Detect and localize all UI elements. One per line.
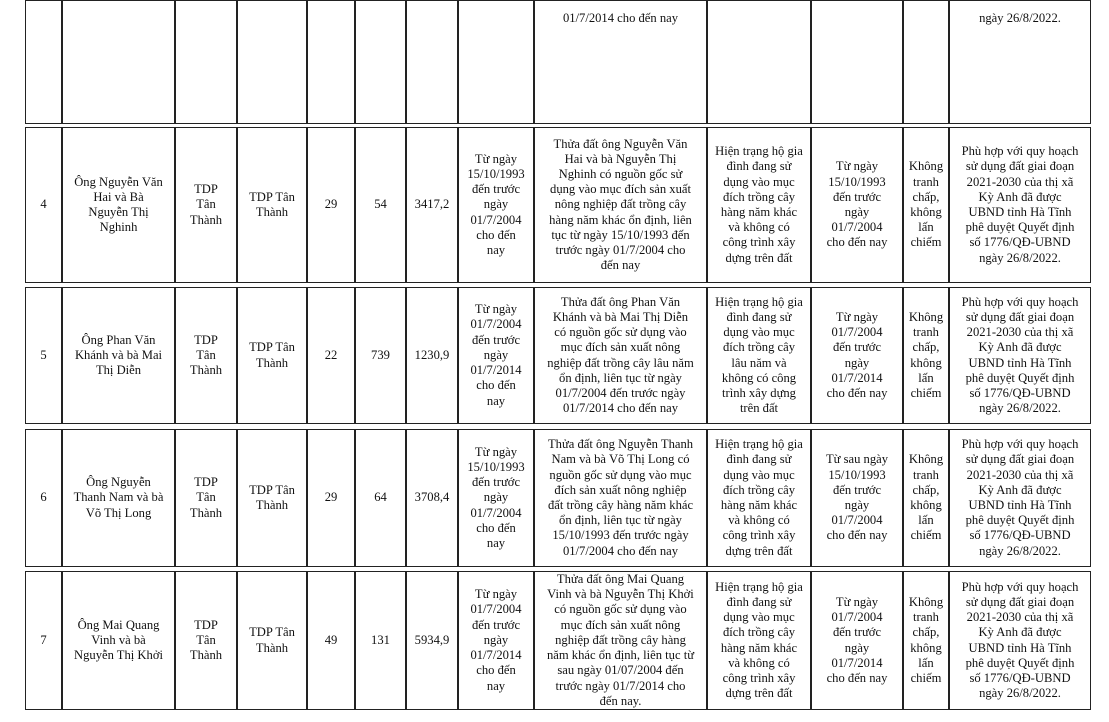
cell-status: Hiện trạng hộ gia đình đang sử dụng vào mục đích trồng cây hàng năm khác và không có công trình xây dựng trên đất xyxy=(707,571,811,710)
cell-status: Hiện trạng hộ gia đình đang sử dụng vào mục đích trồng cây lâu năm và không có công trình xây dựng trên đất xyxy=(707,287,811,424)
cell-planning: ngày 26/8/2022. xyxy=(949,0,1091,124)
cell-address: TDP Tân Thành xyxy=(175,287,237,424)
table-row xyxy=(25,127,1091,283)
cell-stt: 6 xyxy=(25,429,62,567)
cell-usage-time: Từ ngày 15/10/1993 đến trước ngày 01/7/2004 cho đến nay xyxy=(458,127,534,283)
cell-owner: Ông Nguyễn Văn Hai và Bà Nguyễn Thị Nghinh xyxy=(62,127,175,283)
cell-origin: Thửa đất ông Nguyễn Thanh Nam và bà Võ Thị Long có nguồn gốc sử dụng vào mục đích sản xuất nông nghiệp đất trồng cây hàng năm khác ổn định, liên tục từ ngày 15/10/1993 đến trước ngày 01/7/2004 cho đến nay xyxy=(534,429,707,567)
cell-stt: 5 xyxy=(25,287,62,424)
cell-area: 3417,2 xyxy=(406,127,458,283)
cell-address: TDP Tân Thành xyxy=(175,429,237,567)
cell-dispute xyxy=(903,0,949,124)
cell-area: 5934,9 xyxy=(406,571,458,710)
cell-dispute: Không tranh chấp, không lấn chiếm xyxy=(903,429,949,567)
cell-address: TDP Tân Thành xyxy=(175,571,237,710)
cell-location: TDP Tân Thành xyxy=(237,571,307,710)
cell-origin: Thửa đất ông Phan Văn Khánh và bà Mai Thị Diễn có nguồn gốc sử dụng vào mục đích sản xuất nông nghiệp đất trồng cây lâu năm ổn định, liên tục từ ngày 01/7/2004 đến trước ngày 01/7/2014 cho đến nay xyxy=(534,287,707,424)
cell-status: Hiện trạng hộ gia đình đang sử dụng vào mục đích trồng cây hàng năm khác và không có công trình xây dựng trên đất xyxy=(707,127,811,283)
cell-planning: Phù hợp với quy hoạch sử dụng đất giai đoạn 2021-2030 của thị xã Kỳ Anh đã được UBND tỉnh Hà Tĩnh phê duyệt Quyết định số 1776/QĐ-UBND ngày 26/8/2022. xyxy=(949,571,1091,710)
cell-owner: Ông Nguyễn Thanh Nam và bà Võ Thị Long xyxy=(62,429,175,567)
table-row xyxy=(25,429,1091,567)
table-row xyxy=(25,287,1091,424)
cell-usage-time: Từ ngày 15/10/1993 đến trước ngày 01/7/2004 cho đến nay xyxy=(458,429,534,567)
cell-status xyxy=(707,0,811,124)
cell-area: 3708,4 xyxy=(406,429,458,567)
cell-owner: Ông Phan Văn Khánh và bà Mai Thị Diễn xyxy=(62,287,175,424)
cell-map-sheet: 49 xyxy=(307,571,355,710)
cell-stt: 7 xyxy=(25,571,62,710)
cell-status: Hiện trạng hộ gia đình đang sử dụng vào mục đích trồng cây hàng năm khác và không có công trình xây dựng trên đất xyxy=(707,429,811,567)
cell-parcel xyxy=(355,0,406,124)
cell-location xyxy=(237,0,307,124)
cell-map-sheet: 22 xyxy=(307,287,355,424)
cell-location: TDP Tân Thành xyxy=(237,287,307,424)
table-row-partial xyxy=(25,0,1091,124)
cell-parcel: 131 xyxy=(355,571,406,710)
cell-usage-start xyxy=(811,0,903,124)
cell-usage-start: Từ ngày 01/7/2004 đến trước ngày 01/7/2014 cho đến nay xyxy=(811,571,903,710)
cell-planning: Phù hợp với quy hoạch sử dụng đất giai đoạn 2021-2030 của thị xã Kỳ Anh đã được UBND tỉnh Hà Tĩnh phê duyệt Quyết định số 1776/QĐ-UBND ngày 26/8/2022. xyxy=(949,127,1091,283)
cell-area: 1230,9 xyxy=(406,287,458,424)
cell-owner xyxy=(62,0,175,124)
cell-address: TDP Tân Thành xyxy=(175,127,237,283)
cell-location: TDP Tân Thành xyxy=(237,429,307,567)
cell-dispute: Không tranh chấp, không lấn chiếm xyxy=(903,571,949,710)
cell-dispute: Không tranh chấp, không lấn chiếm xyxy=(903,127,949,283)
cell-address xyxy=(175,0,237,124)
cell-origin: Thửa đất ông Mai Quang Vinh và bà Nguyễn Thị Khởi có nguồn gốc sử dụng vào mục đích sản xuất nông nghiệp đất trồng cây hàng năm khác ổn định, liên tục từ sau ngày 01/07/2004 đến trước ngày 01/7/2014 cho đến nay. xyxy=(534,571,707,710)
cell-usage-time xyxy=(458,0,534,124)
cell-parcel: 739 xyxy=(355,287,406,424)
cell-area xyxy=(406,0,458,124)
cell-origin: 01/7/2014 cho đến nay xyxy=(534,0,707,124)
cell-origin: Thửa đất ông Nguyễn Văn Hai và bà Nguyễn Thị Nghinh có nguồn gốc sử dụng vào mục đích sản xuất nông nghiệp đất trồng cây hàng năm khác ổn định, liên tục từ ngày 15/10/1993 đến trước ngày 01/7/2004 cho đến nay xyxy=(534,127,707,283)
cell-usage-start: Từ ngày 15/10/1993 đến trước ngày 01/7/2004 cho đến nay xyxy=(811,127,903,283)
cell-usage-time: Từ ngày 01/7/2004 đến trước ngày 01/7/2014 cho đến nay xyxy=(458,571,534,710)
cell-dispute: Không tranh chấp, không lấn chiếm xyxy=(903,287,949,424)
cell-stt xyxy=(25,0,62,124)
cell-map-sheet: 29 xyxy=(307,429,355,567)
cell-map-sheet: 29 xyxy=(307,127,355,283)
cell-owner: Ông Mai Quang Vinh và bà Nguyễn Thị Khởi xyxy=(62,571,175,710)
cell-map-sheet xyxy=(307,0,355,124)
cell-usage-start: Từ sau ngày 15/10/1993 đến trước ngày 01/7/2004 cho đến nay xyxy=(811,429,903,567)
cell-planning: Phù hợp với quy hoạch sử dụng đất giai đoạn 2021-2030 của thị xã Kỳ Anh đã được UBND tỉnh Hà Tĩnh phê duyệt Quyết định số 1776/QĐ-UBND ngày 26/8/2022. xyxy=(949,287,1091,424)
cell-planning: Phù hợp với quy hoạch sử dụng đất giai đoạn 2021-2030 của thị xã Kỳ Anh đã được UBND tỉnh Hà Tĩnh phê duyệt Quyết định số 1776/QĐ-UBND ngày 26/8/2022. xyxy=(949,429,1091,567)
cell-stt: 4 xyxy=(25,127,62,283)
cell-parcel: 54 xyxy=(355,127,406,283)
cell-usage-start: Từ ngày 01/7/2004 đến trước ngày 01/7/2014 cho đến nay xyxy=(811,287,903,424)
cell-parcel: 64 xyxy=(355,429,406,567)
table-row xyxy=(25,571,1091,710)
cell-location: TDP Tân Thành xyxy=(237,127,307,283)
cell-usage-time: Từ ngày 01/7/2004 đến trước ngày 01/7/2014 cho đến nay xyxy=(458,287,534,424)
